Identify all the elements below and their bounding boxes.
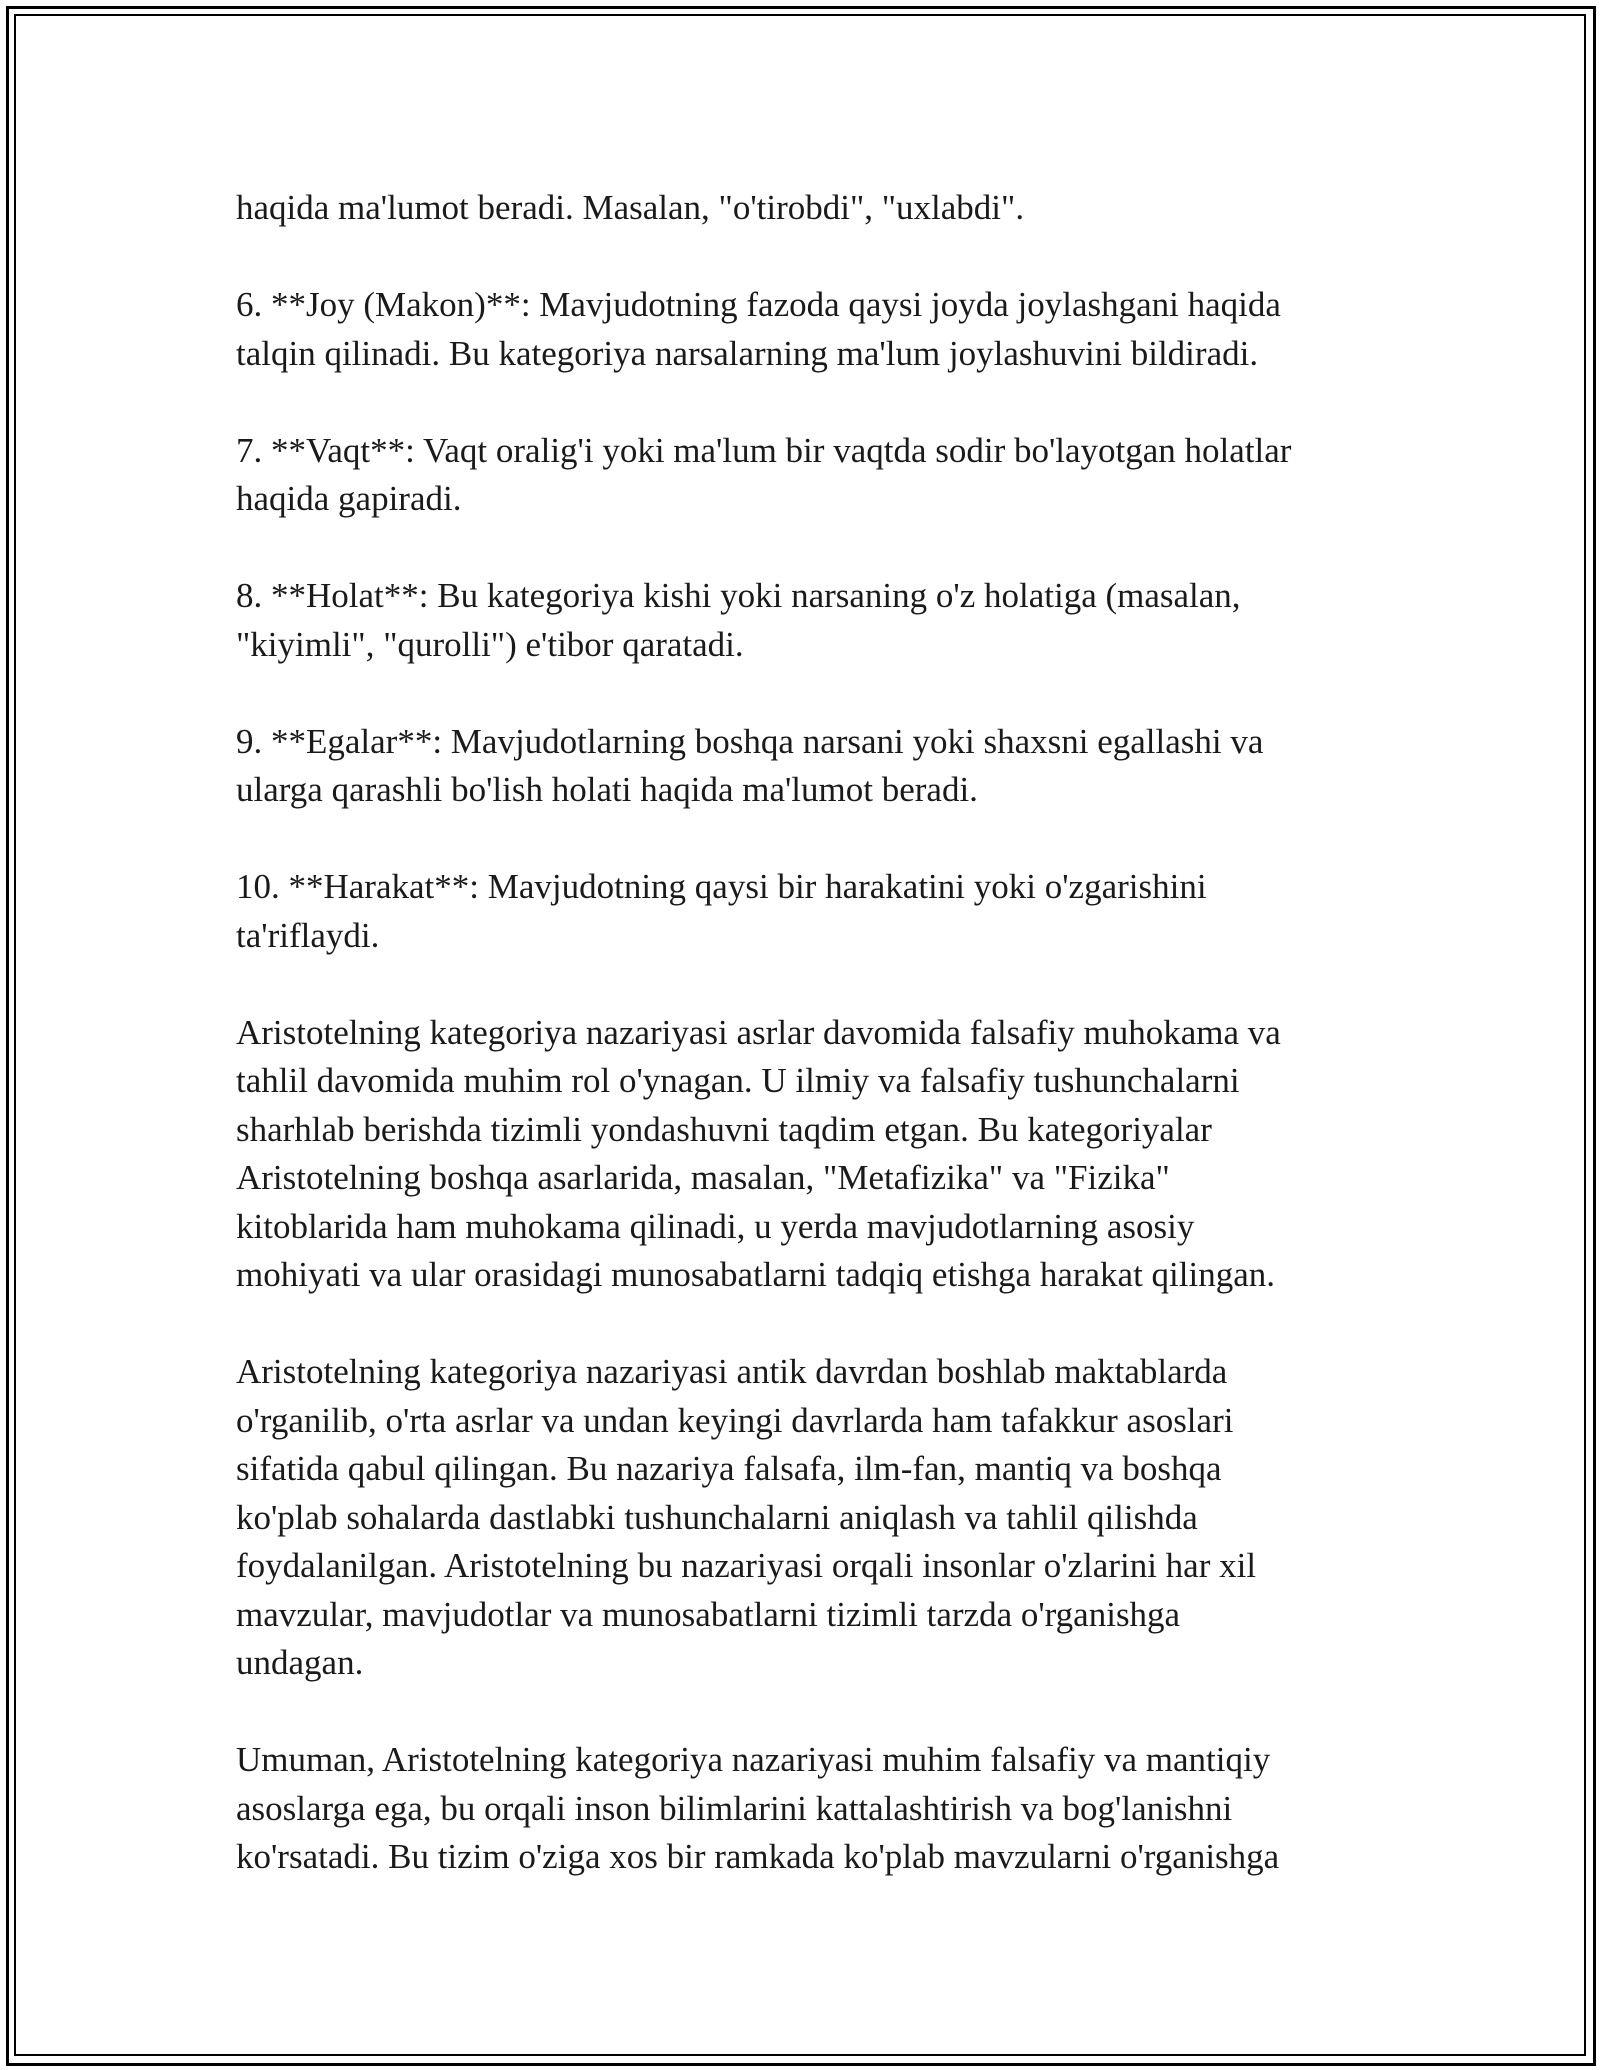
text-line: sharhlab berishda tizimli yondashuvni taqdim etgan. Bu kategoriyalar <box>236 1109 1212 1149</box>
text-line: mohiyati va ular orasidagi munosabatlarni tadqiq etishga harakat qilingan. <box>236 1255 1276 1294</box>
text-line: Aristotelning boshqa asarlarida, masalan, "Metafizika" va "Fizika" <box>236 1158 1170 1197</box>
paragraph <box>236 1736 1366 1882</box>
text-line: undagan. <box>236 1643 364 1682</box>
text-line: o'rganilib, o'rta asrlar va undan keyingi davrlarda ham tafakkur asoslari <box>236 1400 1234 1440</box>
text-line: Umuman, Aristotelning kategoriya nazariyasi muhim falsafiy va mantiqiy <box>236 1740 1271 1779</box>
text-line: 7. **Vaqt**: Vaqt oralig'i yoki ma'lum bir vaqtda sodir bo'layotgan holatlar <box>236 430 1292 470</box>
text-line: talqin qilinadi. Bu kategoriya narsalarning ma'lum joylashuvini bildiradi. <box>236 333 1259 373</box>
text-line: ko'plab sohalarda dastlabki tushunchalarni aniqlash va tahlil qilishda <box>236 1497 1198 1537</box>
text-line: tahlil davomida muhim rol o'ynagan. U ilmiy va falsafiy tushunchalarni <box>236 1061 1240 1100</box>
text-line: Aristotelning kategoriya nazariyasi asrlar davomida falsafiy muhokama va <box>236 1012 1281 1052</box>
text-line: "kiyimli", "qurolli") e'tibor qaratadi. <box>236 624 744 664</box>
paragraph <box>236 281 1366 378</box>
document-body <box>236 184 1366 1882</box>
paragraph <box>236 718 1366 815</box>
text-line: ta'riflaydi. <box>236 915 380 955</box>
paragraph <box>236 184 1366 233</box>
text-line: 6. **Joy (Makon)**: Mavjudotning fazoda qaysi joyda joylashgani haqida <box>236 285 1281 324</box>
paragraph <box>236 1348 1366 1688</box>
text-line: Aristotelning kategoriya nazariyasi antik davrdan boshlab maktablarda <box>236 1352 1228 1391</box>
text-line: sifatida qabul qilingan. Bu nazariya falsafa, ilm-fan, mantiq va boshqa <box>236 1449 1222 1488</box>
text-line: 8. **Holat**: Bu kategoriya kishi yoki narsaning o'z holatiga (masalan, <box>236 576 1241 615</box>
paragraph <box>236 1009 1366 1300</box>
paragraph <box>236 863 1366 960</box>
text-line: kitoblarida ham muhokama qilinadi, u yerda mavjudotlarning asosiy <box>236 1206 1195 1246</box>
text-line: haqida gapiradi. <box>236 479 462 518</box>
text-line: foydalanilgan. Aristotelning bu nazariyasi orqali insonlar o'zlarini har xil <box>236 1546 1257 1585</box>
text-line: asoslarga ega, bu orqali inson bilimlarini kattalashtirish va bog'lanishni <box>236 1788 1233 1828</box>
paragraph <box>236 427 1366 524</box>
text-line: ko'rsatadi. Bu tizim o'ziga xos bir ramkada ko'plab mavzularni o'rganishga <box>236 1837 1280 1876</box>
text-line: mavzular, mavjudotlar va munosabatlarni tizimli tarzda o'rganishga <box>236 1594 1181 1634</box>
text-line: 9. **Egalar**: Mavjudotlarning boshqa narsani yoki shaxsni egallashi va <box>236 721 1264 761</box>
text-line: ularga qarashli bo'lish holati haqida ma'lumot beradi. <box>236 770 978 809</box>
paragraph <box>236 572 1366 669</box>
text-line: 10. **Harakat**: Mavjudotning qaysi bir harakatini yoki o'zgarishini <box>236 867 1207 906</box>
text-line: haqida ma'lumot beradi. Masalan, "o'tirobdi", "uxlabdi". <box>236 188 1025 227</box>
